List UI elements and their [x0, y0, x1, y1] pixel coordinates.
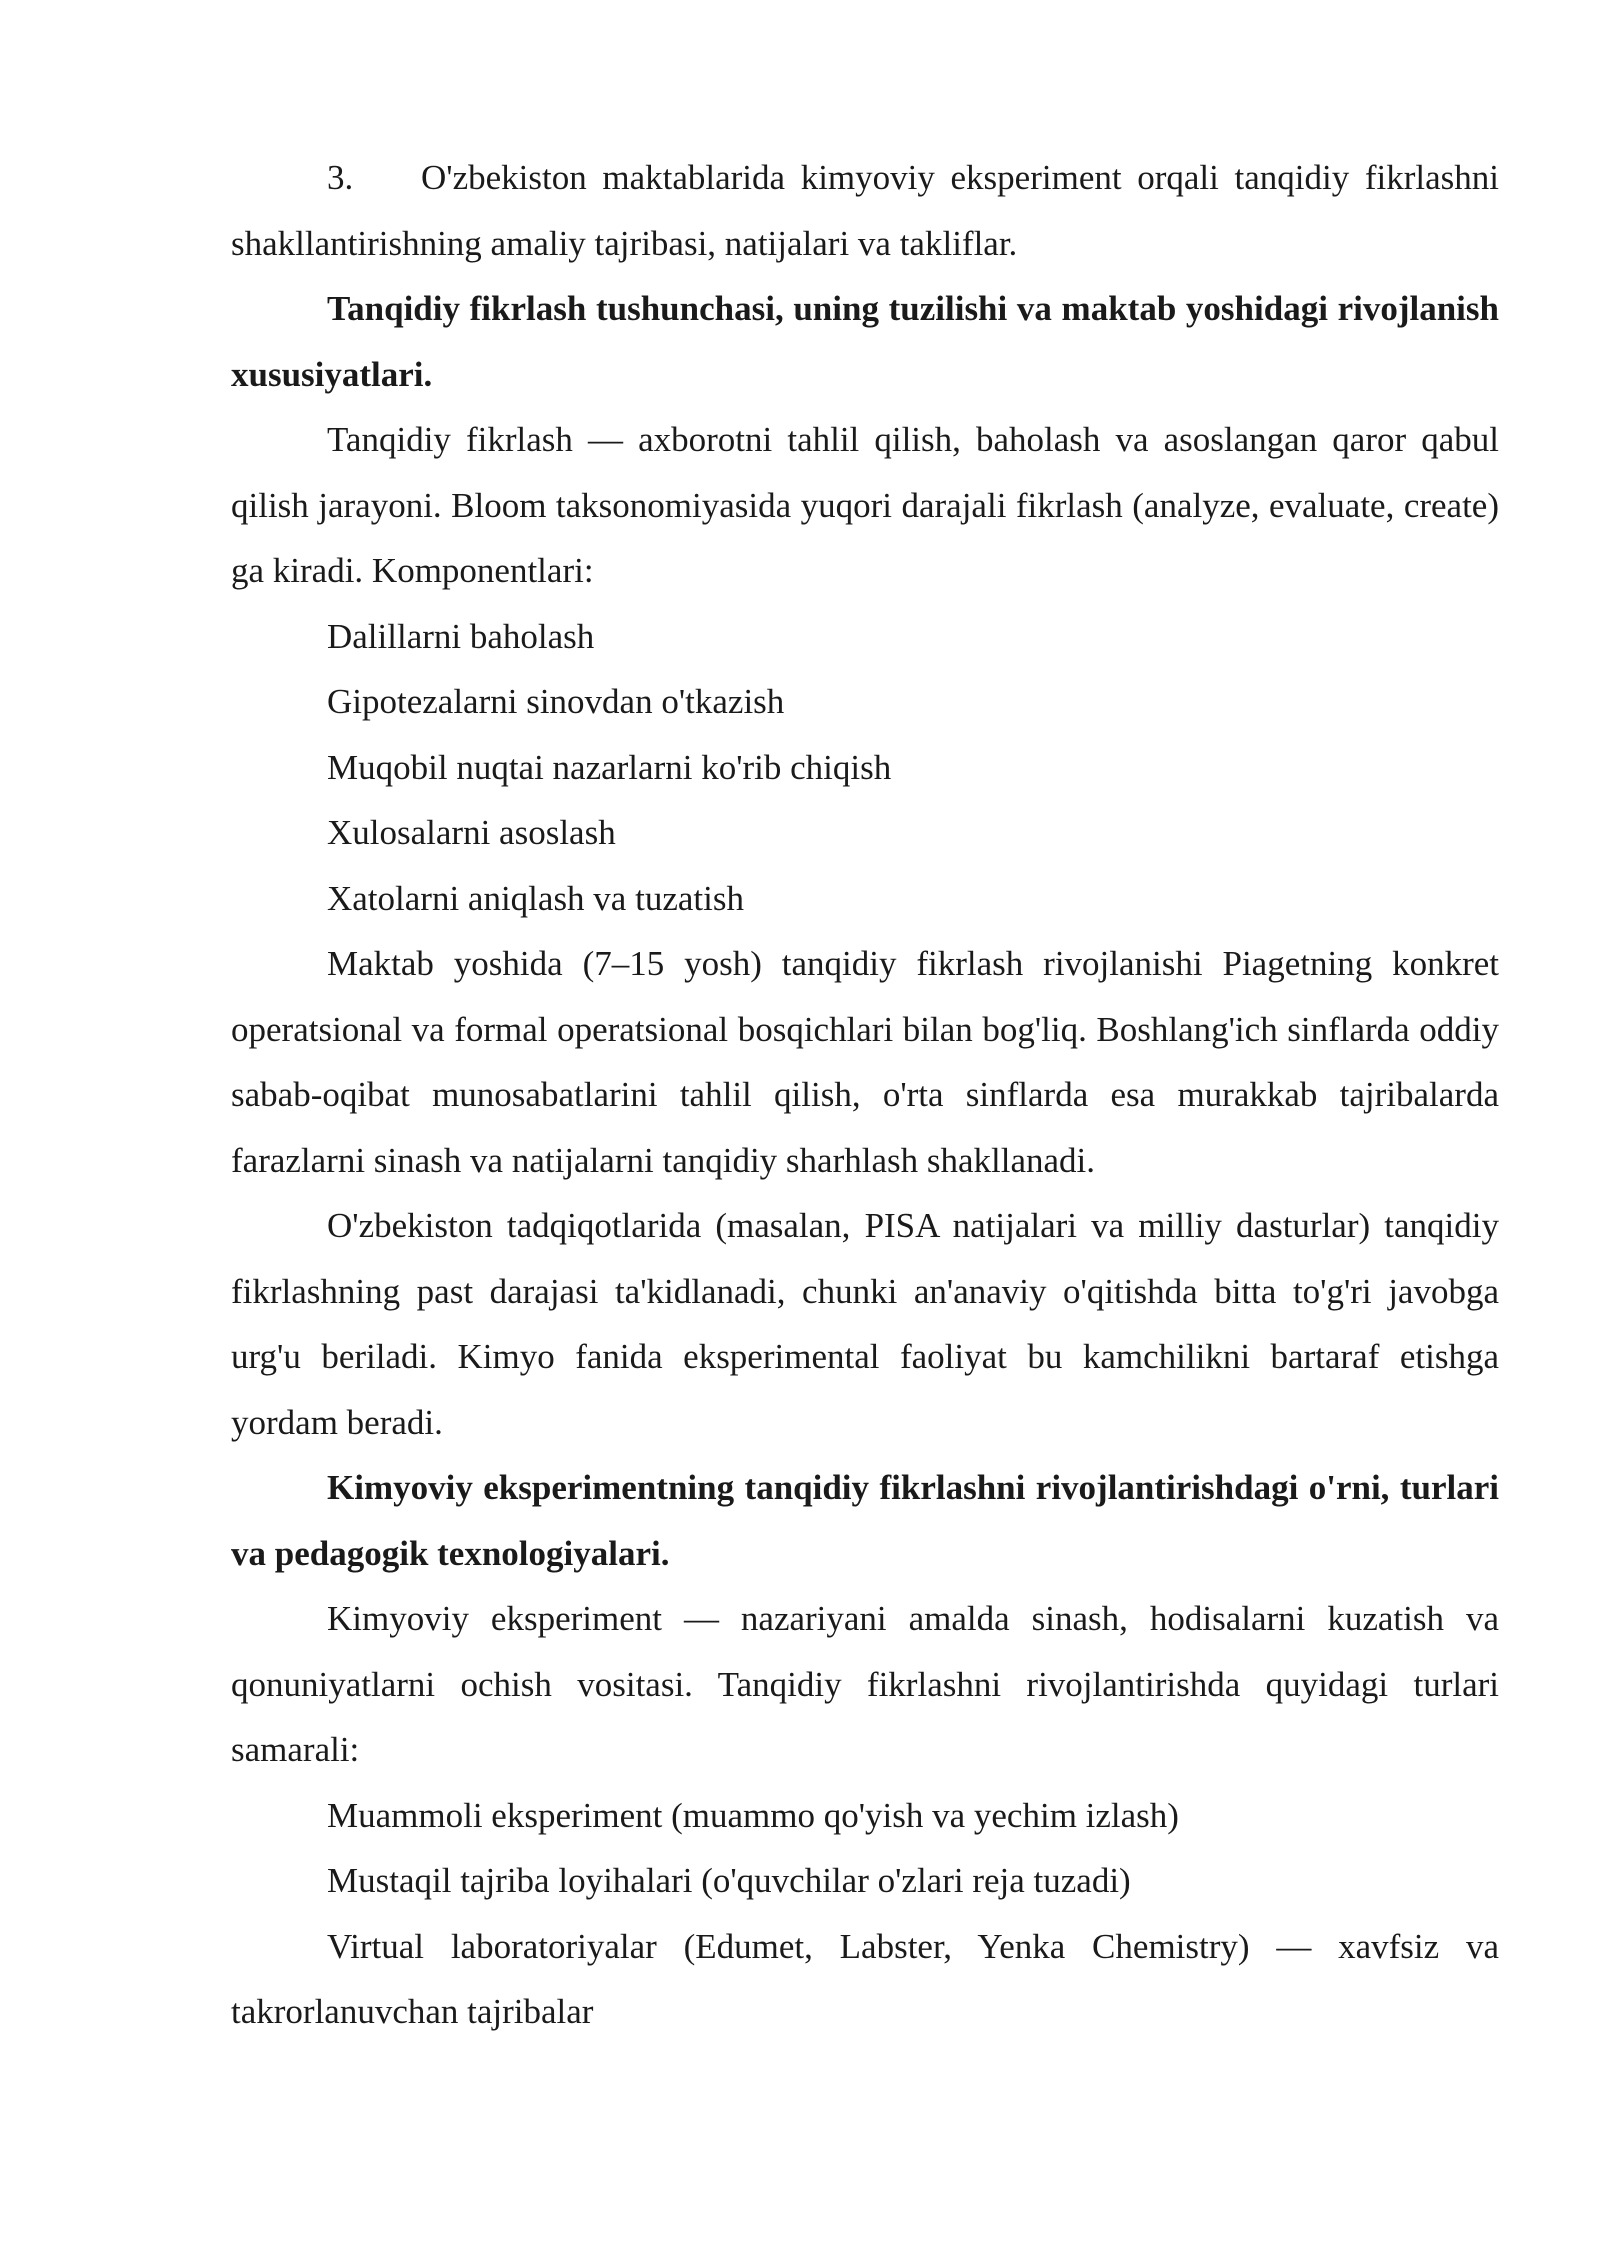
list-item: Xatolarni aniqlash va tuzatish: [327, 878, 744, 918]
list-item: Muammoli eksperiment (muammo qo'yish va yechim izlash): [327, 1795, 1179, 1835]
list-item: Xulosalarni asoslash: [327, 813, 616, 852]
paragraph: Kimyoviy eksperiment — nazariyani amalda sinash, hodisalarni kuzatish va qonuniyatlarni ochish vositasi. Tanqidiy fikrlashni rivojlantirishda quyidagi turlari samarali:: [231, 1599, 1499, 1769]
list-item: Gipotezalarni sinovdan o'tkazish: [327, 682, 785, 721]
item-number: 3.: [327, 158, 354, 197]
paragraph: Virtual laboratoriyalar (Edumet, Labster, Yenka Chemistry) — xavfsiz va takrorlanuvchan tajribalar: [231, 1926, 1499, 2031]
document-page: [231, 145, 1499, 2045]
paragraph: O'zbekiston tadqiqotlarida (masalan, PISA natijalari va milliy dasturlar) tanqidiy fikrlashning past darajasi ta'kidlanadi, chunki an'anaviy o'qitishda bitta to'g'ri javobga urg'u beriladi. Kimyo fanida eksperimental faoliyat bu kamchilikni bartaraf etishga yordam beradi.: [231, 1206, 1499, 1442]
list-item: Dalillarni baholash: [327, 616, 595, 656]
section-heading: Kimyoviy eksperimentning tanqidiy fikrlashni rivojlantirishdagi o'rni, turlari va pedagogik texnologiyalari.: [231, 1468, 1499, 1573]
item-text: O'zbekiston maktablarida kimyoviy eksperiment orqali tanqidiy fikrlashni shakllantirishning amaliy tajribasi, natijalari va takliflar.: [231, 158, 1499, 263]
paragraph: Tanqidiy fikrlash — axborotni tahlil qilish, baholash va asoslangan qaror qabul qilish jarayoni. Bloom taksonomiyasida yuqori darajali fikrlash (analyze, evaluate, create) ga kiradi. Komponentlari:: [231, 420, 1499, 590]
list-item: Mustaqil tajriba loyihalari (o'quvchilar o'zlari reja tuzadi): [327, 1861, 1131, 1900]
section-heading: Tanqidiy fikrlash tushunchasi, uning tuzilishi va maktab yoshidagi rivojlanish xususiyatlari.: [231, 289, 1499, 394]
section-item-3: [231, 145, 1499, 276]
list-item: Muqobil nuqtai nazarlarni ko'rib chiqish: [327, 747, 892, 787]
paragraph: Maktab yoshida (7–15 yosh) tanqidiy fikrlash rivojlanishi Piagetning konkret operatsional va formal operatsional bosqichlari bilan bog'liq. Boshlang'ich sinflarda oddiy sabab-oqibat munosabatlarini tahlil qilish, o'rta sinflarda esa murakkab tajribalarda farazlarni sinash va natijalarni tanqidiy sharhlash shakllanadi.: [231, 944, 1499, 1180]
